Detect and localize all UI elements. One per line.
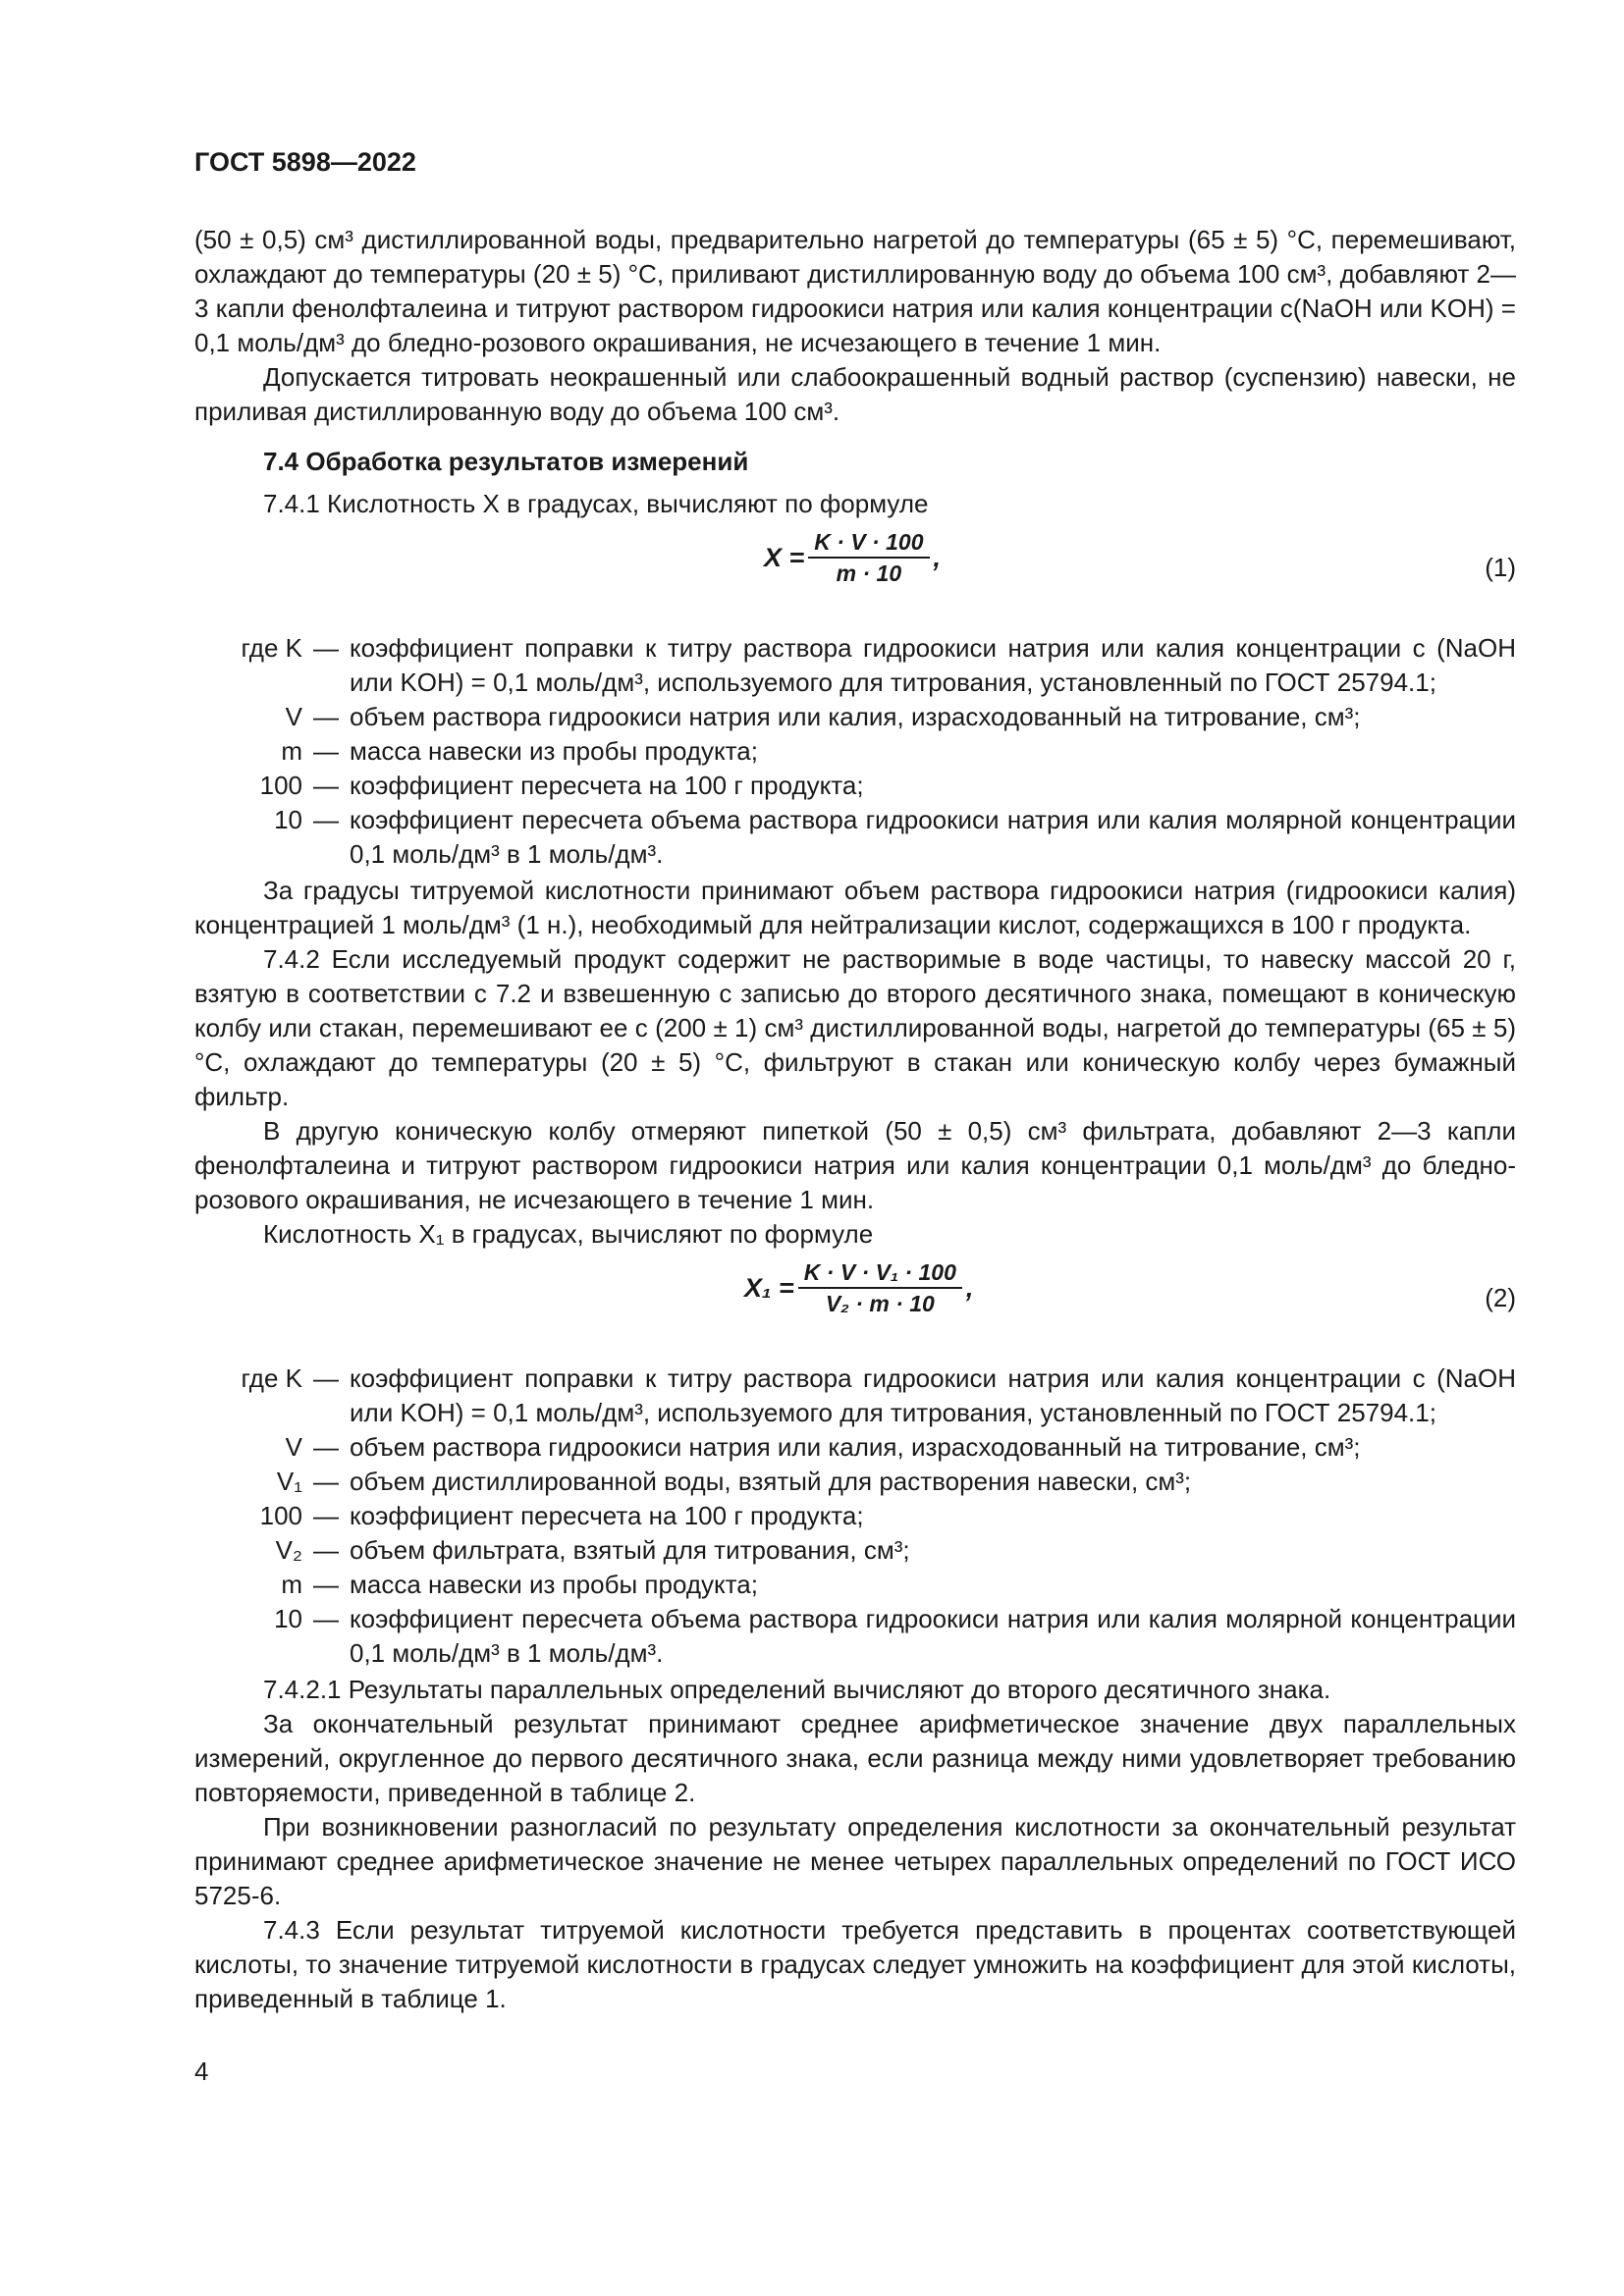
definition-text: коэффициент пересчета на 100 г продукта;	[350, 1501, 864, 1530]
definition-dash: —	[313, 1363, 339, 1393]
paragraph-7-4-2-formula-intro: Кислотность X₁ в градусах, вычисляют по формуле	[263, 1219, 874, 1249]
definition-dash: —	[313, 1604, 339, 1633]
definition-symbol: V₂	[275, 1535, 302, 1565]
definition-text: коэффициент пересчета объема раствора гидроокиси натрия или калия молярной концентрации 0,1 моль/дм³ в 1 моль/дм³.	[350, 805, 1516, 869]
formula-2-denominator: V₂ · m · 10	[825, 1291, 935, 1316]
formula-2-body	[744, 1257, 973, 1318]
definition-text: объем фильтрата, взятый для титрования, см³;	[350, 1535, 910, 1565]
definition-dash: —	[313, 633, 339, 663]
formula-1	[194, 527, 1516, 617]
definition-text: коэффициент пересчета на 100 г продукта;	[350, 771, 864, 800]
definition-row	[194, 1568, 1516, 1602]
definition-row	[194, 1602, 1516, 1671]
definition-dash: —	[313, 1535, 339, 1565]
paragraph-dispute: При возникновении разногласий по результату определения кислотности за окончательный результат принимают среднее арифметическое значение не менее четырех параллельных определений по ГОСТ ИСО 5725-6.	[194, 1812, 1516, 1910]
definition-row	[194, 700, 1516, 734]
definition-row	[194, 734, 1516, 769]
formula-2-number: (2)	[1485, 1283, 1516, 1312]
paragraph-final-result: За окончательный результат принимают среднее арифметическое значение двух параллельных измерений, округленное до первого десятичного знака, если разница между ними удовлетворяет требованию повторяемости, приведенной в таблице 2.	[194, 1709, 1516, 1807]
paragraph-7-4-1: 7.4.1 Кислотность X в градусах, вычисляют по формуле	[263, 489, 929, 518]
page-number: 4	[194, 2056, 209, 2086]
definition-symbol: 100	[259, 771, 302, 800]
formula-1-denominator: m · 10	[836, 561, 902, 586]
document-body	[194, 223, 1516, 2016]
paragraph-continuation: (50 ± 0,5) см³ дистиллированной воды, предварительно нагретой до температуры (65 ± 5) °С, перемешивают, охлаждают до температуры (20 ± 5) °С, приливают дистиллированную воду до объема 100 см³, добавляют 2—3 капли фенолфталеина и титруют раствором гидроокиси натрия или калия концентрации c(NaOH или KOH) = 0,1 моль/дм³ до бледно-розового окрашивания, не исчезающего в течение 1 мин.	[194, 225, 1516, 357]
definition-row	[194, 1362, 1516, 1430]
formula-1-definitions	[194, 631, 1516, 872]
section-heading-7-4: 7.4 Обработка результатов измерений	[263, 447, 749, 476]
formula-2-fraction	[798, 1257, 962, 1318]
definition-symbol: m	[281, 736, 302, 766]
definition-symbol: 10	[274, 1604, 302, 1633]
definition-dash: —	[313, 736, 339, 766]
formula-1-number: (1)	[1485, 553, 1516, 582]
definition-row	[194, 803, 1516, 872]
definition-text: масса навески из пробы продукта;	[350, 736, 758, 766]
paragraph-7-4-3: 7.4.3 Если результат титруемой кислотности требуется представить в процентах соответствующей кислоты, то значение титруемой кислотности в градусах следует умножить на коэффициент для этой кислоты, приведенный в таблице 1.	[194, 1915, 1516, 2013]
formula-2-numerator: K · V · V₁ · 100	[798, 1257, 962, 1289]
formula-1-numerator: K · V · 100	[808, 527, 929, 559]
definition-text: коэффициент поправки к титру раствора гидроокиси натрия или калия концентрации c (NaOH или KOH) = 0,1 моль/дм³, используемого для титрования, установленный по ГОСТ 25794.1;	[350, 633, 1516, 697]
formula-1-lhs: X =	[764, 542, 805, 572]
definition-row	[194, 1533, 1516, 1568]
definition-text: объем раствора гидроокиси натрия или калия, израсходованный на титрование, см³;	[350, 702, 1361, 731]
definition-dash: —	[313, 1467, 339, 1496]
paragraph-7-4-2: 7.4.2 Если исследуемый продукт содержит не растворимые в воде частицы, то навеску массой 20 г, взятую в соответствии с 7.2 и взвешенную с записью до второго десятичного знака, помещают в коническую колбу или стакан, перемешивают ее с (200 ± 1) см³ дистиллированной воды, нагретой до температуры (65 ± 5) °С, охлаждают до температуры (20 ± 5) °С, фильтруют в стакан или коническую колбу через бумажный фильтр.	[194, 944, 1516, 1111]
definition-text: объем раствора гидроокиси натрия или калия, израсходованный на титрование, см³;	[350, 1432, 1361, 1462]
formula-2	[194, 1257, 1516, 1348]
definition-dash: —	[313, 1570, 339, 1599]
definition-symbol: где K	[241, 633, 302, 663]
formula-2-trail: ,	[965, 1272, 974, 1303]
definition-symbol: V₁	[276, 1467, 302, 1496]
definition-row	[194, 1499, 1516, 1533]
paragraph-7-4-2-1: 7.4.2.1 Результаты параллельных определений вычисляют до второго десятичного знака.	[263, 1675, 1331, 1704]
formula-2-lhs: X₁ =	[744, 1272, 794, 1303]
paragraph-7-4-2-filtrate: В другую коническую колбу отмеряют пипеткой (50 ± 0,5) см³ фильтрата, добавляют 2—3 капли фенолфталеина и титруют раствором гидроокиси натрия или калия концентрации 0,1 моль/дм³ до бледно-розового окрашивания, не исчезающего в течение 1 мин.	[194, 1116, 1516, 1214]
definition-row	[194, 1430, 1516, 1465]
definition-text: коэффициент поправки к титру раствора гидроокиси натрия или калия концентрации c (NaOH или KOH) = 0,1 моль/дм³, используемого для титрования, установленный по ГОСТ 25794.1;	[350, 1363, 1516, 1427]
document-header: ГОСТ 5898—2022	[194, 147, 416, 177]
definition-text: объем дистиллированной воды, взятый для растворения навески, см³;	[350, 1467, 1192, 1496]
definition-dash: —	[313, 771, 339, 800]
definition-symbol: V	[285, 702, 302, 731]
formula-1-fraction	[808, 527, 929, 588]
definition-symbol: 100	[259, 1501, 302, 1530]
definition-text: масса навески из пробы продукта;	[350, 1570, 758, 1599]
definition-row	[194, 769, 1516, 803]
definition-text: коэффициент пересчета объема раствора гидроокиси натрия или калия молярной концентрации 0,1 моль/дм³ в 1 моль/дм³.	[350, 1604, 1516, 1668]
definition-dash: —	[313, 805, 339, 834]
definition-symbol: m	[281, 1570, 302, 1599]
formula-2-definitions	[194, 1362, 1516, 1671]
definition-symbol: где K	[241, 1363, 302, 1393]
definition-dash: —	[313, 1432, 339, 1462]
definition-dash: —	[313, 1501, 339, 1530]
paragraph-degrees: За градусы титруемой кислотности принимают объем раствора гидроокиси натрия (гидроокиси калия) концентрацией 1 моль/дм³ (1 н.), необходимый для нейтрализации кислот, содержащихся в 100 г продукта.	[194, 876, 1516, 939]
definition-dash: —	[313, 702, 339, 731]
definition-symbol: 10	[274, 805, 302, 834]
paragraph-allowance: Допускается титровать неокрашенный или слабоокрашенный водный раствор (суспензию) навески, не приливая дистиллированную воду до объема 100 см³.	[194, 362, 1516, 426]
definition-symbol: V	[285, 1432, 302, 1462]
definition-row	[194, 631, 1516, 700]
formula-1-body	[764, 527, 941, 588]
definition-row	[194, 1465, 1516, 1499]
formula-1-trail: ,	[933, 542, 942, 572]
